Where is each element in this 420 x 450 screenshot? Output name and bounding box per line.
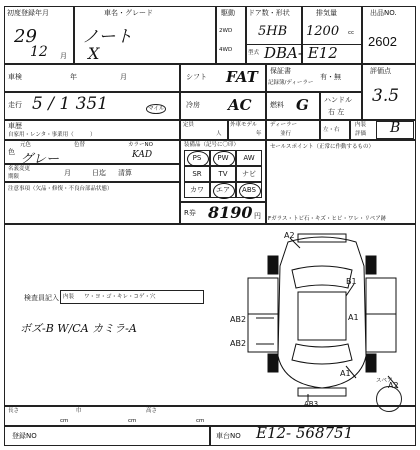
inspection-year-unit: 年 <box>70 73 77 81</box>
width-unit: cm <box>128 418 137 424</box>
month-value: 12 <box>30 44 48 60</box>
capacity-unit: 人 <box>216 131 222 137</box>
shift-value: FAT <box>226 68 258 86</box>
equip-navi: ナビ <box>236 166 262 182</box>
lot-number: 2602 <box>368 34 397 49</box>
damage-mark: AB2 <box>230 339 247 348</box>
inspector-label: 検査員記入 <box>24 294 59 302</box>
handle-choice: 右 左 <box>328 108 345 116</box>
shift-label: シフト <box>186 73 207 81</box>
damage-mark: A2 <box>284 231 295 240</box>
fuel-value: G <box>296 96 309 114</box>
original-label: 元色 <box>20 142 32 148</box>
lr-choice: 左・右 <box>323 127 340 133</box>
car-name-label: 車名・グレード <box>104 9 153 17</box>
history-sub: 自家用・レンタ・事業用（ ） <box>8 132 96 138</box>
model-label: 型式 <box>248 50 260 56</box>
drive-2wd: 2WD <box>219 28 233 34</box>
drive-label: 駆動 <box>221 9 235 17</box>
notes-title: 注意事項（欠品・修復・不良台部品状態） <box>8 186 113 192</box>
inspector-codes: ワ・ヨ・ゴ・キレ・コゲ・穴 <box>84 294 156 300</box>
mileage-unit: マイル <box>148 106 165 112</box>
circle-mark-icon <box>213 151 235 167</box>
inspector-sub: 内装 <box>63 294 75 300</box>
damage-mark: A1 <box>348 313 359 322</box>
r-ticket-value: 8190 <box>208 203 253 222</box>
name-change-label: 名義変更 <box>8 166 31 172</box>
equip-tv: TV <box>210 166 236 182</box>
chassis-label: 車台NO <box>216 432 241 440</box>
circle-mark-icon <box>213 183 235 199</box>
inspection-label: 車検 <box>8 73 22 81</box>
rear-window <box>292 344 352 364</box>
chassis-value: E12- 568751 <box>256 424 354 442</box>
score-value: 3.5 <box>372 86 400 106</box>
color-label: 色 <box>8 148 15 156</box>
warranty-label: 保証書 <box>270 67 291 75</box>
change-sub: 年 <box>256 131 262 137</box>
wheel-rr <box>366 354 376 372</box>
color-value: グレー <box>20 152 60 167</box>
length-unit: cm <box>60 418 69 424</box>
displacement-value: 1200 <box>306 24 340 39</box>
wheel-fr <box>366 256 376 274</box>
change-label: 外車モデル <box>230 122 258 128</box>
circle-mark-icon <box>239 183 261 199</box>
drive-4wd: 4WD <box>219 47 233 53</box>
equip-sr: SR <box>184 166 210 182</box>
warranty-sub: 記録簿/ディーラー <box>268 80 314 86</box>
inspection-cell <box>4 64 180 92</box>
doors-value: 5HB <box>258 24 288 39</box>
current-label: 色替 <box>74 142 86 148</box>
year-value: 29 <box>14 26 37 47</box>
inspection-month-unit: 月 <box>120 73 127 81</box>
mileage-value: 5 / 1 351 <box>32 94 109 114</box>
warranty-choice: 有・無 <box>320 73 341 81</box>
wheel-fl <box>268 256 278 274</box>
grade-value: X <box>88 44 100 63</box>
right-doors <box>366 278 396 352</box>
color-no-value: KAD <box>132 150 153 160</box>
first-registration-label: 初度登録年月 <box>7 9 49 17</box>
equip-ps: PS <box>184 150 210 166</box>
roof <box>298 292 346 340</box>
damage-mark: AB2 <box>230 315 247 324</box>
door-label: ドア数・形状 <box>248 9 290 17</box>
interior-label: 内装 <box>355 122 367 128</box>
equip-leather: カワ <box>184 182 210 198</box>
capacity-label: 定員 <box>183 122 195 128</box>
height-label: 高さ <box>146 408 158 414</box>
windshield <box>292 266 352 288</box>
width-label: 巾 <box>76 408 82 414</box>
equip-pw: PW <box>210 150 236 166</box>
damage-mark: B1 <box>346 277 357 286</box>
car-name-value: ノート <box>82 27 133 47</box>
height-unit: cm <box>196 418 205 424</box>
period-label: 日迄 <box>92 169 106 177</box>
equip-abs: ABS <box>236 182 262 198</box>
spare-label: スペア <box>376 378 393 384</box>
displacement-unit: cc <box>348 30 355 36</box>
lot-label: 出品NO. <box>370 9 397 17</box>
sales-point-title: セールスポイント（正常に作動するもの） <box>270 144 375 150</box>
r-ticket-label: R券 <box>184 209 196 217</box>
equip-aw: AW <box>236 150 262 166</box>
mileage-label: 走行 <box>8 101 22 109</box>
r-ticket-unit: 円 <box>254 212 261 220</box>
dealer-sub: 並行 <box>280 131 292 137</box>
length-label: 長さ <box>8 408 20 414</box>
circle-mark-icon <box>187 151 209 167</box>
registration-label: 登録NO <box>12 432 37 440</box>
note-line: ボズ-B W/CA カミラ-A <box>20 322 137 335</box>
equipment-title: 装備品（記号に〇印） <box>184 142 240 148</box>
dealer-label: ディーラー <box>270 122 298 128</box>
damage-mark: AB3 <box>304 400 319 406</box>
color-no-label: カラーNO <box>128 142 153 148</box>
damage-mark: A1 <box>340 369 351 378</box>
equip-airbag: エア <box>210 182 236 198</box>
damage-mark: A2 <box>388 381 399 390</box>
handle-label: ハンドル <box>324 96 352 104</box>
month-unit: 月 <box>60 52 67 60</box>
history-label: 車歴 <box>8 122 22 130</box>
model-value: DBA- E12 <box>264 44 338 62</box>
rear-bumper <box>298 388 346 396</box>
ac-label: 冷房 <box>186 101 200 109</box>
ac-value: AC <box>228 96 252 114</box>
left-doors <box>248 278 278 352</box>
displacement-label: 排気量 <box>316 9 337 17</box>
deadline-label: 期限 <box>8 174 20 180</box>
fuel-label: 燃料 <box>270 101 284 109</box>
info-label: 清算 <box>118 169 132 177</box>
name-change-month: 月 <box>64 169 71 177</box>
glass-label: Fガラス・トビ石・キズ・ヒビ・ワレ・リペア跡 <box>268 216 387 222</box>
wheel-rl <box>268 354 278 372</box>
interior-value: B <box>390 120 401 136</box>
score-label: 評価点 <box>370 67 391 75</box>
sales-point-cell <box>266 140 416 224</box>
interior-sub: 評価 <box>355 131 367 137</box>
